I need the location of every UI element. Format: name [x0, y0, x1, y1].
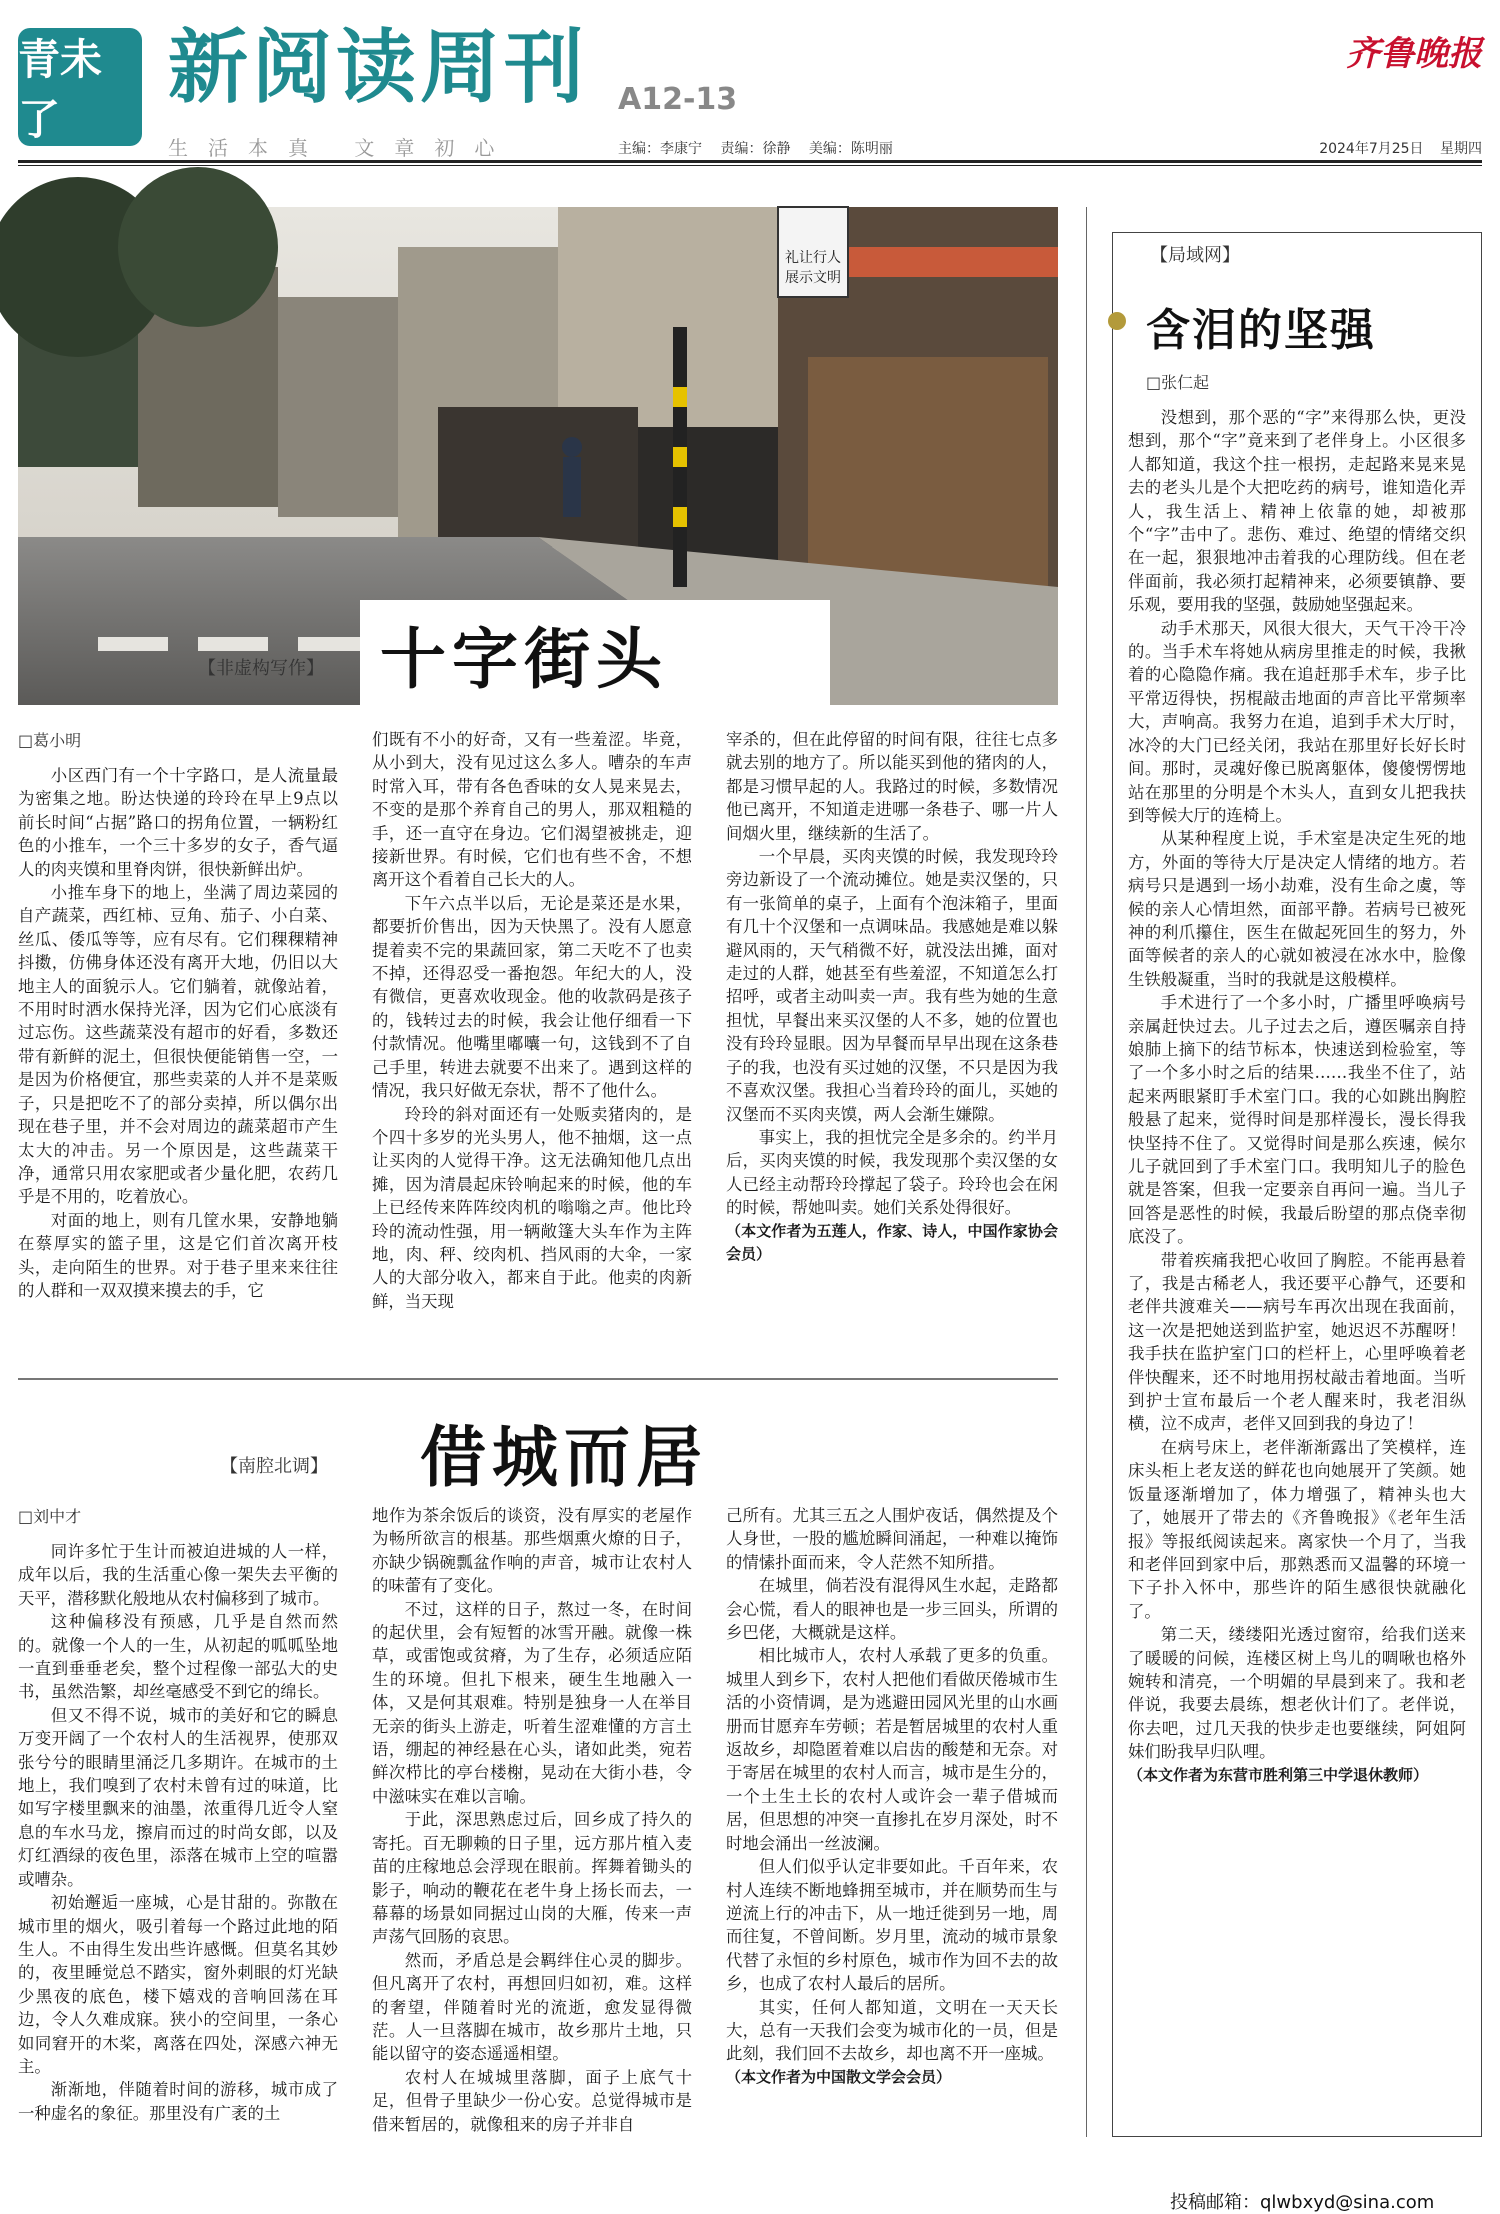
article2-column-3 — [726, 1504, 1058, 2180]
article3-author-note: （本文作者为东营市胜利第三中学退休教师） — [1128, 1765, 1429, 1784]
paragraph: 玲玲的斜对面还有一处贩卖猪肉的，是个四十多岁的光头男人，他不抽烟，这一点让买肉的人觉得干净。这无法确知他几点出摊，因为清晨起床铃响起来的时候，他的车上已经传来阵阵绞肉机的嗡嗡之声。他比玲玲的流动性强，用一辆敞篷大头车作为主阵地，肉、秤、绞肉机、挡风雨的大伞，一家人的大部分收入，都来自于此。他卖的肉新鲜，当天现 — [372, 1104, 692, 1311]
article2-column-1 — [18, 1540, 338, 2180]
paragraph: 没想到，那个恶的“字”来得那么快，更没想到，那个“字”竟来到了老伴身上。小区很多人都知道，我这个拄一根拐，走起路来晃来晃去的老头儿是个大把吃药的病号，谁知造化弄人，我生活上、精神上依靠的她，却被那个“字”击中了。悲伤、难过、绝望的情绪交织在一起，狠狠地冲击着我的心理防线。但在老伴面前，我必须打起精神来，必须要镇静、要乐观，要用我的坚强，鼓励她坚强起来。 — [1128, 408, 1466, 615]
issue-date — [1307, 138, 1482, 158]
slogan: 生活本真 文章初心 — [168, 136, 515, 160]
masthead — [18, 22, 1482, 162]
article1-author-note: （本文作者为五莲人，作家、诗人，中国作家协会会员） — [726, 1221, 1058, 1263]
paragraph: 宰杀的，但在此停留的时间有限，往往七点多就去别的地方了。所以能买到他的猪肉的人，都是习惯早起的人。我路过的时候，多数情况他已离开，不知道走进哪一条巷子、哪一片人间烟火里，继续新的生活了。 — [726, 730, 1058, 843]
paragraph: 但人们似乎认定非要如此。千百年来，农村人连续不断地蜂拥至城市，并在顺势而生与逆流上行的冲击下，从一地迁徙到另一地，周而往复，不曾间断。岁月里，流动的城市景象代替了永恒的乡村原色，城市作为回不去的故乡，也成了农村人最后的居所。 — [726, 1857, 1058, 1994]
article2-title: 借城而居 — [420, 1418, 708, 1496]
paragraph: 从某种程度上说，手术室是决定生死的地方，外面的等待大厅是决定人情绪的地方。若病号只是遇到一场小劫难，没有生命之虞，等候的亲人心情坦然，面部平静。若病号已被死神的利爪攥住，医生在做起死回生的努力，外面等候者的亲人的心就如被浸在冰水中，脸像生铁般凝重，当时的我就是这般模样。 — [1128, 829, 1466, 989]
paragraph: 对面的地上，则有几筐水果，安静地躺在蔡厚实的篮子里，这是它们首次离开枝头，走向陌生的世界。对于巷子里来来往往的人群和一双双摸来摸去的手，它 — [18, 1210, 338, 1300]
editors-line — [618, 138, 907, 158]
paragraph: 小区西门有一个十字路口，是人流量最为密集之地。盼达快递的玲玲在早上9点以前长时间“占据”路口的拐角位置，一辆粉红色的小推车，一个三十多岁的女子，香气逼人的肉夹馍和里脊肉饼，很快新鲜出炉。 — [18, 766, 338, 879]
paragraph: 于此，深思熟虑过后，回乡成了持久的寄托。百无聊赖的日子里，远方那片植入麦苗的庄稼地总会浮现在眼前。挥舞着锄头的影子，响动的鞭花在老牛身上扬长而去，一幕幕的场景如同据过山岗的大雁，传来一声声荡气回肠的哀思。 — [372, 1810, 692, 1947]
chief-editor: 主编：李康宁 — [618, 141, 702, 157]
weekday-text: 星期四 — [1440, 141, 1482, 157]
article2-tag: 【南腔北调】 — [220, 1456, 328, 1477]
paragraph: 相比城市人，农村人承载了更多的负重。城里人到乡下，农村人把他们看做厌倦城市生活的小资情调，是为逃避田园风光里的山水画册而甘愿弃车劳顿；若是暂居城里的农村人重返故乡，却隐匿着难以启齿的酸楚和无奈。对于寄居在城里的农村人而言，城市是生分的，一个土生土长的农村人或许会一辈子借城而居，但思想的冲突一直掺扎在岁月深处，时不时地会涌出一丝波澜。 — [726, 1646, 1058, 1853]
article1-column-3 — [726, 728, 1058, 1362]
section-divider — [18, 1378, 1058, 1380]
article1-title: 十字街头 — [380, 620, 668, 698]
article3-body — [1128, 406, 1466, 2130]
paragraph: 小推车身下的地上，坐满了周边菜园的自产蔬菜，西红柿、豆角、茄子、小白菜、丝瓜、倭瓜等等，应有尽有。它们稞稞精神抖擞，仿佛身体还没有离开大地，仍旧以大地主人的面貌示人。它们躺着，就像站着，不用时时洒水保持光泽，因为它们心底淡有过忘伤。这些蔬菜没有超市的好看，多数还带有新鲜的泥土，但很快便能销售一空，一是因为价格便宜，那些卖菜的人并不是菜贩子，只是把吃不了的部分卖掉，所以偶尔出现在巷子里，并不会对周边的蔬菜超市产生太大的冲击。另一个原因是，这些蔬菜干净，通常只用农家肥或者少量化肥，农药几乎是不用的，吃着放心。 — [18, 883, 338, 1207]
paragraph: 在病号床上，老伴渐渐露出了笑模样，连床头柜上老友送的鲜花也向她展开了笑颜。她饭量逐渐增加了，体力增强了，精神头也大了，她展开了带去的《齐鲁晚报》《老年生活报》等报纸阅读起来。离家快一个月了，当我和老伴回到家中后，那熟悉而又温馨的环境一下子扑入怀中，那些许的陌生感很快就融化了。 — [1128, 1437, 1466, 1621]
article1-column-1 — [18, 764, 338, 1362]
paragraph: 同许多忙于生计而被迫进城的人一样，成年以后，我的生活重心像一架失去平衡的天平，潜移默化般地从农村偏移到了城市。 — [18, 1542, 338, 1608]
article1-byline: □葛小明 — [18, 731, 82, 750]
sign-text-1: 礼让行人 — [785, 250, 841, 266]
paragraph: 事实上，我的担忧完全是多余的。约半月后，买肉夹馍的时候，我发现那个卖汉堡的女人已经主动帮玲玲撑起了袋子。玲玲也会在闲的时候，帮她叫卖。她们关系处得很好。 — [726, 1127, 1058, 1218]
responsible-editor: 责编：徐静 — [720, 141, 791, 157]
article3-tag: 【局域网】 — [1146, 241, 1244, 267]
paragraph: 其实，任何人都知道，文明在一天天长大，总有一天我们会变为城市化的一员，但是此刻，我们回不去故乡，却也离不开一座城。 — [726, 1997, 1058, 2064]
paragraph: 但又不得不说，城市的美好和它的瞬息万变开阔了一个农村人的生活视界，使那双张兮兮的眼睛里涌泛几多期许。在城市的土地上，我们嗅到了农村未曾有过的味道，比如写字楼里飘来的油墨，浓重得几近令人窒息的车水马龙，擦肩而过的时尚女郎，以及灯红酒绿的夜色里，添落在城市上空的喧嚣或嘈杂。 — [18, 1705, 338, 1889]
paragraph: 手术进行了一个多小时，广播里呼唤病号亲属赶快过去。儿子过去之后，遵医嘱亲自持娘肺上摘下的结节标本，快速送到检验室，等了一个多小时之后的结果……我坐不住了，站起来两眼紧盯手术室门口。我的心如跳出胸腔般悬了起来，觉得时间是那样漫长，漫长得我快坚持不住了。又觉得时间是那么疾速，候尔儿子就回到了手术室门口。我明知儿子的脸色就是答案，但我一定要亲自再问一遍。当儿子回答是恶性的时候，我最后盼望的那点侥幸彻底没了。 — [1128, 993, 1466, 1247]
column-divider — [1086, 207, 1087, 2137]
bullet-icon — [1108, 312, 1126, 330]
paragraph: 带着疾痛我把心收回了胸腔。不能再悬着了，我是古稀老人，我还要平心静气，还要和老伴共渡难关——病号车再次出现在我面前，这一次是把她送到监护室，她迟迟不苏醒呀！我手扶在监护室门口的栏杆上，心里呼唤着老伴快醒来，还不时地用拐杖敲击着地面。当听到护士宣布最后一个老人醒来时，我老泪纵横，泣不成声，老伴又回到我的身边了！ — [1128, 1250, 1466, 1434]
supplement-title: 新阅读周刊 — [168, 21, 588, 114]
paragraph: 第二天，缕缕阳光透过窗帘，给我们送来了暖暖的问候，连楼区树上鸟儿的啁啾也格外婉转和清亮，一个明媚的早晨到来了。我和老伴说，我要去晨练，想老伙计们了。老伴说，你去吧，过几天我的快步走也要继续，阿姐阿妹们盼我早归队哩。 — [1128, 1625, 1466, 1762]
masthead-rule — [18, 160, 1482, 163]
paragraph: 然而，矛盾总是会羁绊住心灵的脚步。但凡离开了农村，再想回归如初，难。这样的奢望，伴随着时光的流逝，愈发显得微茫。人一旦落脚在城市，故乡那片土地，只能以留守的姿态遥遥相望。 — [372, 1950, 692, 2064]
paragraph: 己所有。尤其三五之人围炉夜话，偶然提及个人身世，一股的尴尬瞬间涌起，一种难以掩饰的情愫扑面而来，令人茫然不知所措。 — [726, 1506, 1058, 1572]
article2-byline: □刘中才 — [18, 1507, 82, 1526]
article2-author-note: （本文作者为中国散文学会会员） — [726, 2067, 952, 2086]
paragraph: 一个早晨，买肉夹馍的时候，我发现玲玲旁边新设了一个流动摊位。她是卖汉堡的，只有一张简单的桌子，上面有个泡沫箱子，里面有几十个汉堡和一点调味品。我感她是难以躲避风雨的，天气稍微不好，就没法出摊，面对走过的人群，她甚至有些羞涩，不知道怎么打招呼，或者主动叫卖一声。我有些为她的生意担忧，早餐出来买汉堡的人不多，她的位置也没有玲玲显眼。因为早餐而早早出现在这条巷子的我，也没有买过她的汉堡，不只是因为我不喜欢汉堡。我担心当着玲玲的面儿，买她的汉堡而不买肉夹馍，两人会渐生嫌隙。 — [726, 847, 1058, 1124]
paragraph: 在城里，倘若没有混得风生水起，走路都会心慌，看人的眼神也是一步三回头，所谓的乡巴佬，大概就是这样。 — [726, 1576, 1058, 1643]
paragraph: 们既有不小的好奇，又有一些羞涩。毕竟，从小到大，没有见过这么多人。嘈杂的车声时常入耳，带有各色香味的女人晃来晃去，不变的是那个养育自己的男人，那双粗糙的手，还一直守在身边。它们渴望被挑走，迎接新世界。有时候，它们也有些不舍，不想离开这个看着自己长大的人。 — [372, 730, 692, 890]
article2-column-2 — [372, 1504, 692, 2180]
paragraph: 不过，这样的日子，熬过一冬，在时间的起伏里，会有短暂的冰雪开融。就像一株草，或雷饱或贫瘠，为了生存，必须适应陌生的环境。但扎下根来，硬生生地融入一体，又是何其艰难。特别是独身一人在举目无亲的街头上游走，听着生涩难懂的方言土语，绷起的神经悬在心头，诸如此类，宛若鲜次栉比的亭台楼榭，晃动在大街小巷，令中滋味实在难以言喻。 — [372, 1599, 692, 1806]
brand-logo: 齐鲁晚报 — [1346, 34, 1482, 74]
date-text: 2024年7月25日 — [1319, 141, 1424, 157]
art-editor: 美编：陈明丽 — [808, 141, 893, 157]
paragraph: 下午六点半以后，无论是菜还是水果，都要折价售出，因为天快黑了。没有人愿意提着卖不完的果蔬回家，第二天吃不了也卖不掉，还得忍受一番抱怨。年纪大的人，没有微信，更喜欢收现金。他的收款码是孩子的，钱转过去的时候，我会让他仔细看一下付款情况。他嘴里嘟囔一句，这钱到不了自己手里，转进去就要不出来了。遇到这样的情况，我只好做无奈状，帮不了他什么。 — [372, 893, 692, 1101]
article3-title: 含泪的坚强 — [1146, 305, 1376, 356]
paragraph: 动手术那天，风很大很大，天气干冷干冷的。当手术车将她从病房里推走的时候，我揪着的心隐隐作痛。我在追赶那手术车，步子比平常迈得快，拐棍敲击地面的声音比平常频率大，声响高。我努力在追，追到手术大厅时，冰冷的大门已经关闭，我站在那里好长好长时间。那时，灵魂好像已脱离躯体，傻傻愣愣地站在那里的分明是个木头人，直到女儿把我扶到等候大厅的连椅上。 — [1128, 618, 1466, 825]
paragraph: 这种偏移没有预感，几乎是自然而然的。就像一个人的一生，从初起的呱呱坠地一直到垂垂老矣，整个过程像一部弘大的史书，虽然浩繁，却丝毫感受不到它的绵长。 — [18, 1612, 338, 1702]
paragraph: 初始邂逅一座城，心是甘甜的。弥散在城市里的烟火，吸引着每一个路过此地的陌生人。不由得生发出些许感慨。但莫名其妙的，夜里睡觉总不踏实，窗外刺眼的灯光缺少黑夜的底色，楼下嬉戏的音响回荡在耳边，令人久难成寐。狭小的空间里，一条心如同窘开的木桨，离落在四处，深感六神无主。 — [18, 1893, 338, 2076]
paragraph: 农村人在城城里落脚，面子上底气十足，但骨子里缺少一份心安。总觉得城市是借来暂居的，就像租来的房子并非自 — [372, 2067, 692, 2134]
submission-email: 投稿邮箱：qlwbxyd@sina.com — [1170, 2192, 1435, 2213]
sign-text-2: 展示文明 — [785, 270, 841, 286]
page-number: A12-13 — [618, 82, 738, 117]
article1-tag: 【非虚构写作】 — [198, 658, 324, 679]
newspaper-logo: 青未了 — [18, 28, 142, 146]
article3-byline: □张仁起 — [1146, 373, 1210, 392]
article1-column-2 — [372, 728, 692, 1362]
paragraph: 地作为茶余饭后的谈资，没有厚实的老屋作为畅所欲言的根基。那些烟熏火燎的日子，亦缺少锅碗瓢盆作响的声音，城市让农村人的味蕾有了变化。 — [372, 1506, 692, 1596]
paragraph: 渐渐地，伴随着时间的游移，城市成了一种虚名的象征。那里没有广袤的土 — [18, 2080, 338, 2123]
masthead-rule-thin — [18, 165, 1482, 166]
